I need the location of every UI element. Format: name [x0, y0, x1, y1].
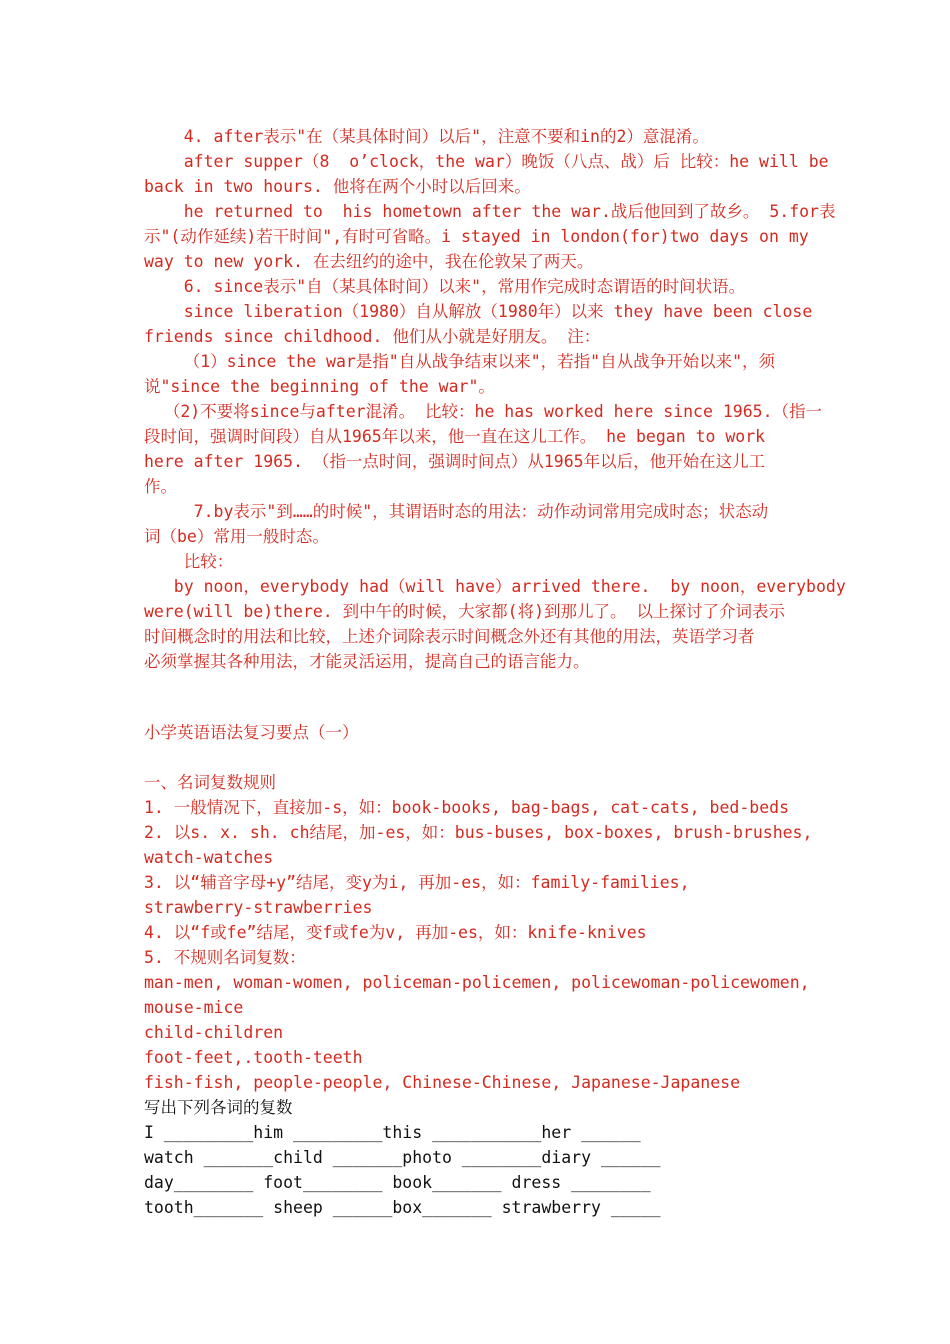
exercise-line: tooth_______ sheep ______box_______ strawberry _____	[144, 1198, 661, 1217]
rule-line: 2. 以s. x. sh. ch结尾，加-es，如：bus-buses, box-boxes, brush-brushes,	[144, 823, 813, 842]
text-line: were(will be)there. 到中午的时候，大家都(将)到那儿了。 以上探讨了介词表示	[144, 602, 785, 621]
text-line: 6. since表示"自（某具体时间）以来"，常用作完成时态谓语的时间状语。	[144, 277, 746, 296]
rule-line: watch-watches	[144, 848, 274, 867]
exercise-prompt: 写出下列各词的复数	[144, 1098, 293, 1117]
text-line: back in two hours. 他将在两个小时以后回来。	[144, 177, 531, 196]
text-line: 示"(动作延续)若干时间",有时可省略。i stayed in london(for)two days on my	[144, 227, 809, 246]
text-line: 作。	[144, 477, 177, 496]
text-line: （1）since the war是指"自从战争结束以来"，若指"自从战争开始以来"，须	[144, 352, 776, 371]
rule-line: foot-feet,.tooth-teeth	[144, 1048, 363, 1067]
text-line: by noon，everybody had（will have）arrived there. by noon，everybody	[144, 577, 846, 596]
text-line: 段时间，强调时间段）自从1965年以来，他一直在这儿工作。 he began to work	[144, 427, 766, 446]
text-line: after supper（8 o’clock，the war）晚饭（八点、战）后 比较：he will be	[144, 152, 829, 171]
rule-line: strawberry-strawberries	[144, 898, 373, 917]
exercise-line: watch _______child _______photo ________diary ______	[144, 1148, 661, 1167]
text-line: 比较：	[144, 552, 234, 571]
rule-line: mouse-mice	[144, 998, 244, 1017]
rule-line: 4. 以“f或fe”结尾，变f或fe为v, 再加-es，如：knife-knives	[144, 923, 647, 942]
text-line: 说"since the beginning of the war"。	[144, 377, 495, 396]
text-line: 词（be）常用一般时态。	[144, 527, 329, 546]
text-line: 7.by表示"到……的时候"，其谓语时态的用法：动作动词常用完成时态；状态动	[144, 502, 769, 521]
exercise-line: day________ foot________ book_______ dress ________	[144, 1173, 651, 1192]
rule-line: man-men, woman-women, policeman-policemen, policewoman-policewomen,	[144, 973, 810, 992]
text-line: 时间概念时的用法和比较，上述介词除表示时间概念外还有其他的用法，英语学习者	[144, 627, 755, 646]
text-line: way to new york. 在去纽约的途中，我在伦敦呆了两天。	[144, 252, 594, 271]
text-line: friends since childhood. 他们从小就是好朋友。 注：	[144, 327, 601, 346]
text-line: 4. after表示"在（某具体时间）以后"，注意不要和in的2）意混淆。	[144, 127, 709, 146]
text-line: here after 1965. （指一点时间，强调时间点）从1965年以后，他开始在这儿工	[144, 452, 766, 471]
rule-line: child-children	[144, 1023, 284, 1042]
text-line: since liberation（1980）自从解放（1980年）以来 they have been close	[144, 302, 813, 321]
section-title: 小学英语语法复习要点（一）	[144, 723, 359, 742]
rule-line: 1. 一般情况下，直接加-s，如：book-books, bag-bags, cat-cats, bed-beds	[144, 798, 790, 817]
text-line: （2)不要将since与after混淆。 比较：he has worked here since 1965.（指一	[144, 402, 823, 421]
rule-line: 5. 不规则名词复数：	[144, 948, 306, 967]
rule-line: fish-fish, people-people, Chinese-Chinese, Japanese-Japanese	[144, 1073, 741, 1092]
exercise-line: I _________him _________this ___________her ______	[144, 1123, 641, 1142]
text-line: 必须掌握其各种用法，才能灵活运用，提高自己的语言能力。	[144, 652, 590, 671]
section-heading: 一、名词复数规则	[144, 773, 276, 792]
text-line: he returned to his hometown after the war.战后他回到了故乡。 5.for表	[144, 202, 836, 221]
rule-line: 3. 以“辅音字母+y”结尾，变y为i, 再加-es，如：family-families,	[144, 873, 690, 892]
